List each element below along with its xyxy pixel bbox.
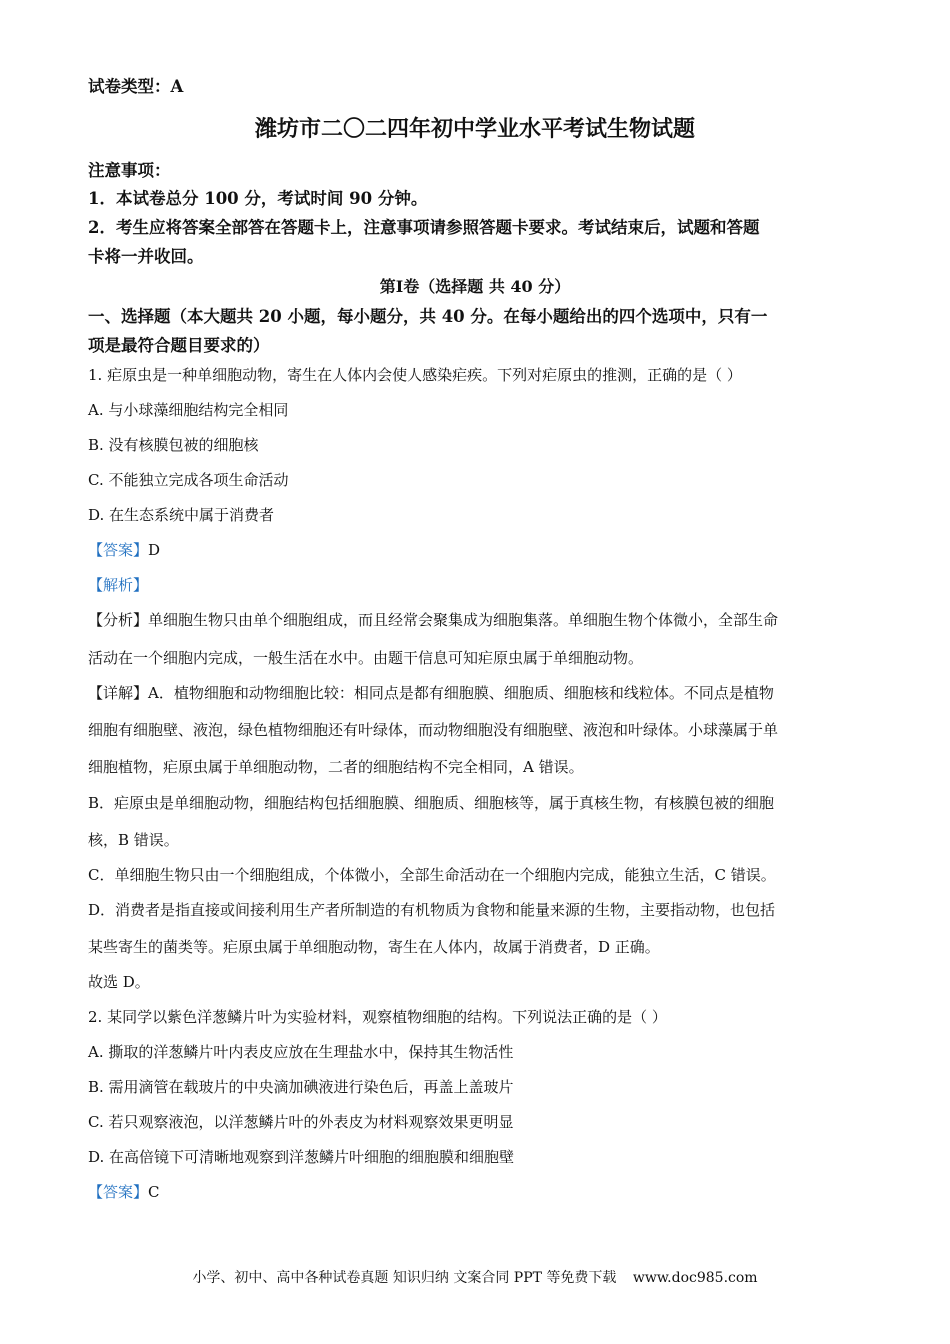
question-1-detail-b-line-1: B．疟原虫是单细胞动物，细胞结构包括细胞膜、细胞质、细胞核等，属于真核生物，有核膜包被的细胞: [88, 794, 775, 812]
part-heading-line-1: 一、选择题（本大题共 20 小题，每小题分，共 40 分。在每小题给出的四个选项中，只有一: [88, 307, 768, 326]
question-1-detail-a-line-3: 细胞植物，疟原虫属于单细胞动物，二者的细胞结构不完全相同，A 错误。: [88, 758, 584, 776]
notice-item-1: 1．本试卷总分 100 分，考试时间 90 分钟。: [88, 189, 428, 208]
question-1-answer: [88, 539, 160, 561]
fenxi-tag: 【分析】: [88, 611, 149, 629]
question-1-stem: 1. 疟原虫是一种单细胞动物，寄生在人体内会使人感染疟疾。下列对疟原虫的推测，正确的是（ ）: [88, 366, 742, 384]
xiangjie-tag: 【详解】: [88, 684, 149, 702]
page-footer: [0, 1268, 950, 1288]
part-heading-line-2: 项是最符合题目要求的）: [88, 336, 270, 355]
question-2-option-a: A. 撕取的洋葱鳞片叶内表皮应放在生理盐水中，保持其生物活性: [88, 1043, 514, 1061]
question-1-analysis-tag: 【解析】: [88, 576, 149, 594]
question-1-detail-b-line-2: 核，B 错误。: [88, 831, 179, 849]
question-1-option-c: C. 不能独立完成各项生命活动: [88, 471, 289, 489]
footer-link[interactable]: www.doc985.com: [632, 1270, 758, 1286]
detail-a-text: A．植物细胞和动物细胞比较：相同点是都有细胞膜、细胞质、细胞核和线粒体。不同点是植物: [148, 684, 774, 702]
answer-tag: 【答案】: [88, 1183, 149, 1201]
fenxi-text: 单细胞生物只由单个细胞组成，而且经常会聚集成为细胞集落。单细胞生物个体微小，全部生命: [148, 611, 779, 629]
notice-item-2-line-2: 卡将一并收回。: [88, 247, 204, 266]
page-title: 潍坊市二〇二四年初中学业水平考试生物试题: [254, 116, 695, 142]
question-1-detail-d-line-2: 某些寄生的菌类等。疟原虫属于单细胞动物，寄生在人体内，故属于消费者，D 正确。: [88, 938, 660, 956]
question-1-detail-a-line-1: [88, 682, 774, 704]
answer-value: D: [148, 541, 161, 559]
answer-tag: 【答案】: [88, 541, 149, 559]
question-2-option-d: D. 在高倍镜下可清晰地观察到洋葱鳞片叶细胞的细胞膜和细胞壁: [88, 1148, 515, 1166]
footer-text: 小学、初中、高中各种试卷真题 知识归纳 文案合同 PPT 等免费下载: [192, 1270, 617, 1286]
notice-item-2-line-1: 2．考生应将答案全部答在答题卡上，注意事项请参照答题卡要求。考试结束后，试题和答题: [88, 218, 760, 237]
question-1-detail-a-line-2: 细胞有细胞壁、液泡，绿色植物细胞还有叶绿体，而动物细胞没有细胞壁、液泡和叶绿体。小球藻属于单: [88, 721, 779, 739]
question-1-fenxi-line-2: 活动在一个细胞内完成，一般生活在水中。由题干信息可知疟原虫属于单细胞动物。: [88, 649, 644, 667]
question-2-option-b: B. 需用滴管在载玻片的中央滴加碘液进行染色后，再盖上盖玻片: [88, 1078, 514, 1096]
paper-type: 试卷类型：A: [88, 77, 184, 96]
question-2-option-c: C. 若只观察液泡，以洋葱鳞片叶的外表皮为材料观察效果更明显: [88, 1113, 514, 1131]
question-2-stem: 2. 某同学以紫色洋葱鳞片叶为实验材料，观察植物细胞的结构。下列说法正确的是（ ）: [88, 1008, 667, 1026]
volume-title: 第Ⅰ卷（选择题 共 40 分）: [379, 277, 571, 296]
question-1-conclusion: 故选 D。: [88, 973, 150, 991]
question-1-option-b: B. 没有核膜包被的细胞核: [88, 436, 259, 454]
question-1-option-d: D. 在生态系统中属于消费者: [88, 506, 275, 524]
question-1-detail-c: C．单细胞生物只由一个细胞组成，个体微小，全部生命活动在一个细胞内完成，能独立生活，C 错误。: [88, 866, 776, 884]
question-1-detail-d-line-1: D．消费者是指直接或间接利用生产者所制造的有机物质为食物和能量来源的生物，主要指动物，也包括: [88, 901, 776, 919]
question-2-answer: [88, 1181, 160, 1203]
notice-heading: 注意事项：: [88, 161, 171, 180]
question-1-fenxi-line-1: [88, 609, 778, 631]
question-1-option-a: A. 与小球藻细胞结构完全相同: [88, 401, 289, 419]
answer-value: C: [148, 1183, 160, 1201]
